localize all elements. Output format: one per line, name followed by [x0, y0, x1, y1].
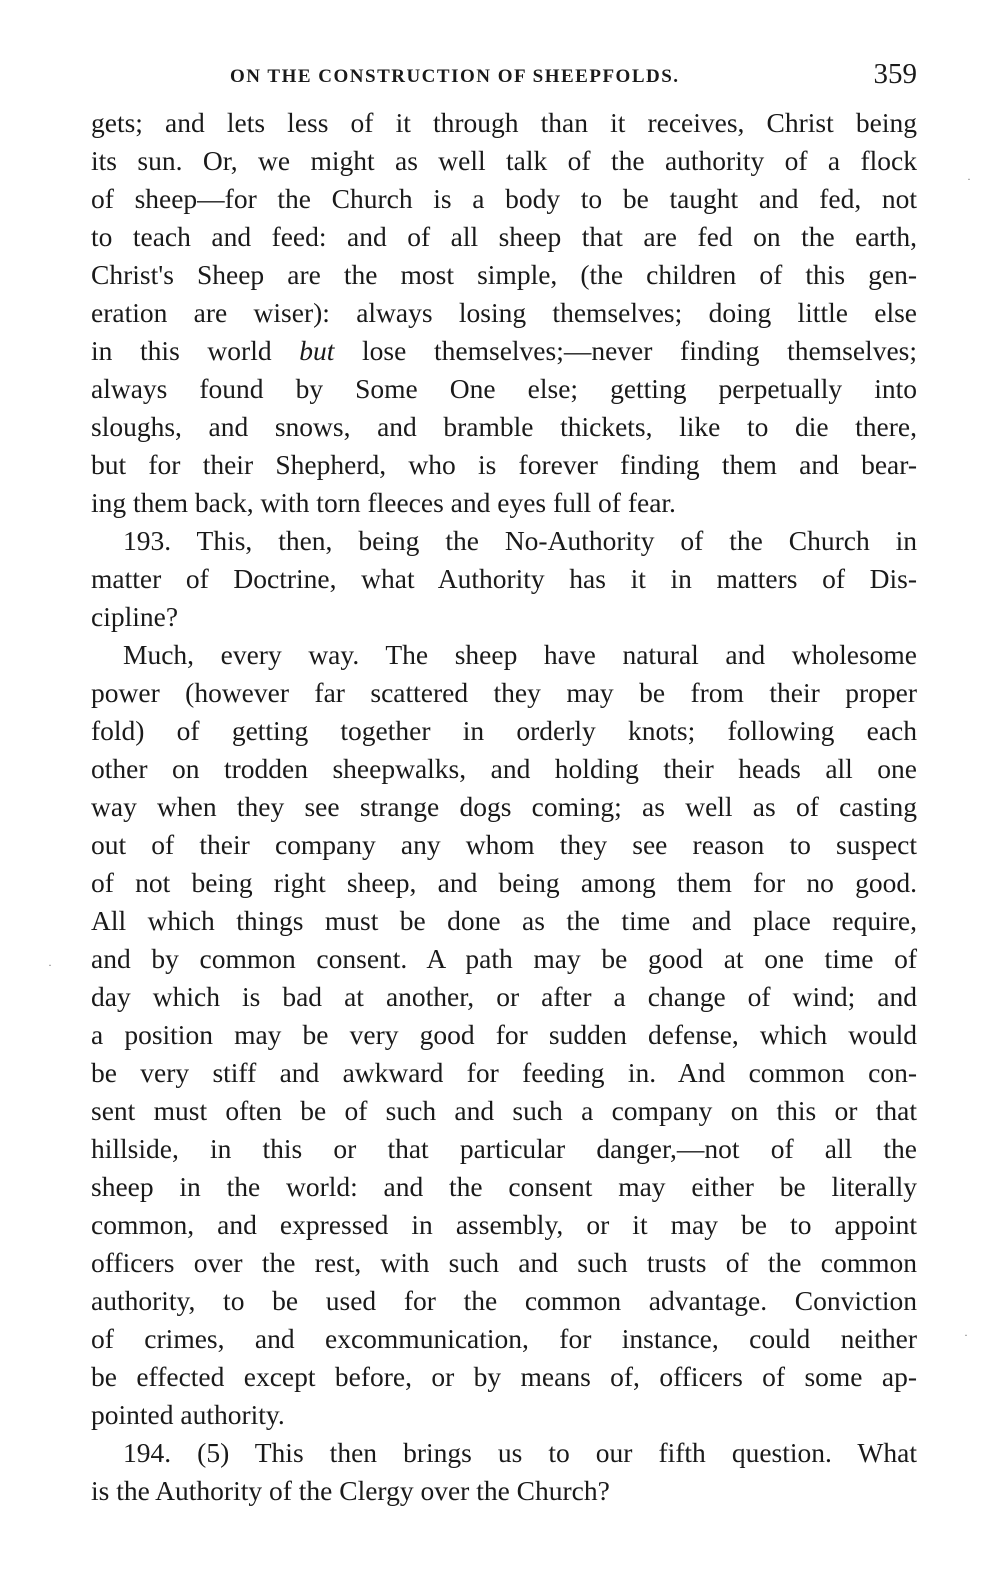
text-line: Much, every way. The sheep have natural and wholesome	[123, 639, 917, 670]
text-line: a position may be very good for sudden defense, which would	[91, 1019, 917, 1050]
text-line: authority, to be used for the common advantage. Conviction	[91, 1285, 917, 1316]
margin-speck: ·	[967, 172, 971, 186]
page-number: 359	[873, 58, 917, 90]
text-line: eration are wiser): always losing themselves; doing little else	[91, 297, 917, 328]
text-line: sent must often be of such and such a company on this or that	[91, 1095, 917, 1126]
text-line: hillside, in this or that particular danger,—not of all the	[91, 1133, 917, 1164]
text-line: All which things must be done as the time and place require,	[91, 905, 917, 936]
emphasis: but	[299, 335, 335, 366]
text-line: out of their company any whom they see reason to suspect	[91, 829, 917, 860]
text-line: in this world but lose themselves;—never finding themselves;	[91, 335, 917, 366]
text-line: cipline?	[91, 601, 179, 632]
text-line: always found by Some One else; getting perpetually into	[91, 373, 917, 404]
text-line: Christ's Sheep are the most simple, (the children of this gen-	[91, 259, 917, 290]
text-line: fold) of getting together in orderly knots; following each	[91, 715, 917, 746]
text-line: be very stiff and awkward for feeding in. And common con-	[91, 1057, 917, 1088]
text-line: of crimes, and excommunication, for instance, could neither	[91, 1323, 917, 1354]
text-line: pointed authority.	[91, 1399, 285, 1430]
text-line: ing them back, with torn fleeces and eyes full of fear.	[91, 487, 676, 518]
text-line: but for their Shepherd, who is forever finding them and bear-	[91, 449, 917, 480]
text-line: sheep in the world: and the consent may either be literally	[91, 1171, 917, 1202]
text-line: gets; and lets less of it through than it receives, Christ being	[91, 107, 917, 138]
text-line: be effected except before, or by means of, officers of some ap-	[91, 1361, 917, 1392]
text-line: and by common consent. A path may be good at one time of	[91, 943, 917, 974]
body-text	[91, 104, 917, 1510]
text-line: way when they see strange dogs coming; as well as of casting	[91, 791, 917, 822]
text-line: sloughs, and snows, and bramble thickets, like to die there,	[91, 411, 917, 442]
text-line: day which is bad at another, or after a change of wind; and	[91, 981, 917, 1012]
text-line: is the Authority of the Clergy over the Church?	[91, 1475, 610, 1506]
text-line: officers over the rest, with such and such trusts of the common	[91, 1247, 917, 1278]
book-page	[91, 56, 917, 1510]
running-title: ON THE CONSTRUCTION OF SHEEPFOLDS.	[230, 66, 680, 87]
text-line: its sun. Or, we might as well talk of the authority of a flock	[91, 145, 917, 176]
text-line: of not being right sheep, and being among them for no good.	[91, 867, 917, 898]
text-line: power (however far scattered they may be from their proper	[91, 677, 917, 708]
text-line: 193. This, then, being the No-Authority of the Church in	[123, 525, 917, 556]
text-line: 194. (5) This then brings us to our fifth question. What	[123, 1437, 917, 1468]
text-line: common, and expressed in assembly, or it may be to appoint	[91, 1209, 917, 1240]
margin-speck: ·	[964, 1328, 968, 1342]
text-line: other on trodden sheepwalks, and holding their heads all one	[91, 753, 917, 784]
text-line: to teach and feed: and of all sheep that are fed on the earth,	[91, 221, 917, 252]
text-line: matter of Doctrine, what Authority has it in matters of Dis-	[91, 563, 917, 594]
text-line: of sheep—for the Church is a body to be taught and fed, not	[91, 183, 917, 214]
page-header	[91, 56, 917, 104]
margin-speck: ·	[48, 958, 52, 972]
